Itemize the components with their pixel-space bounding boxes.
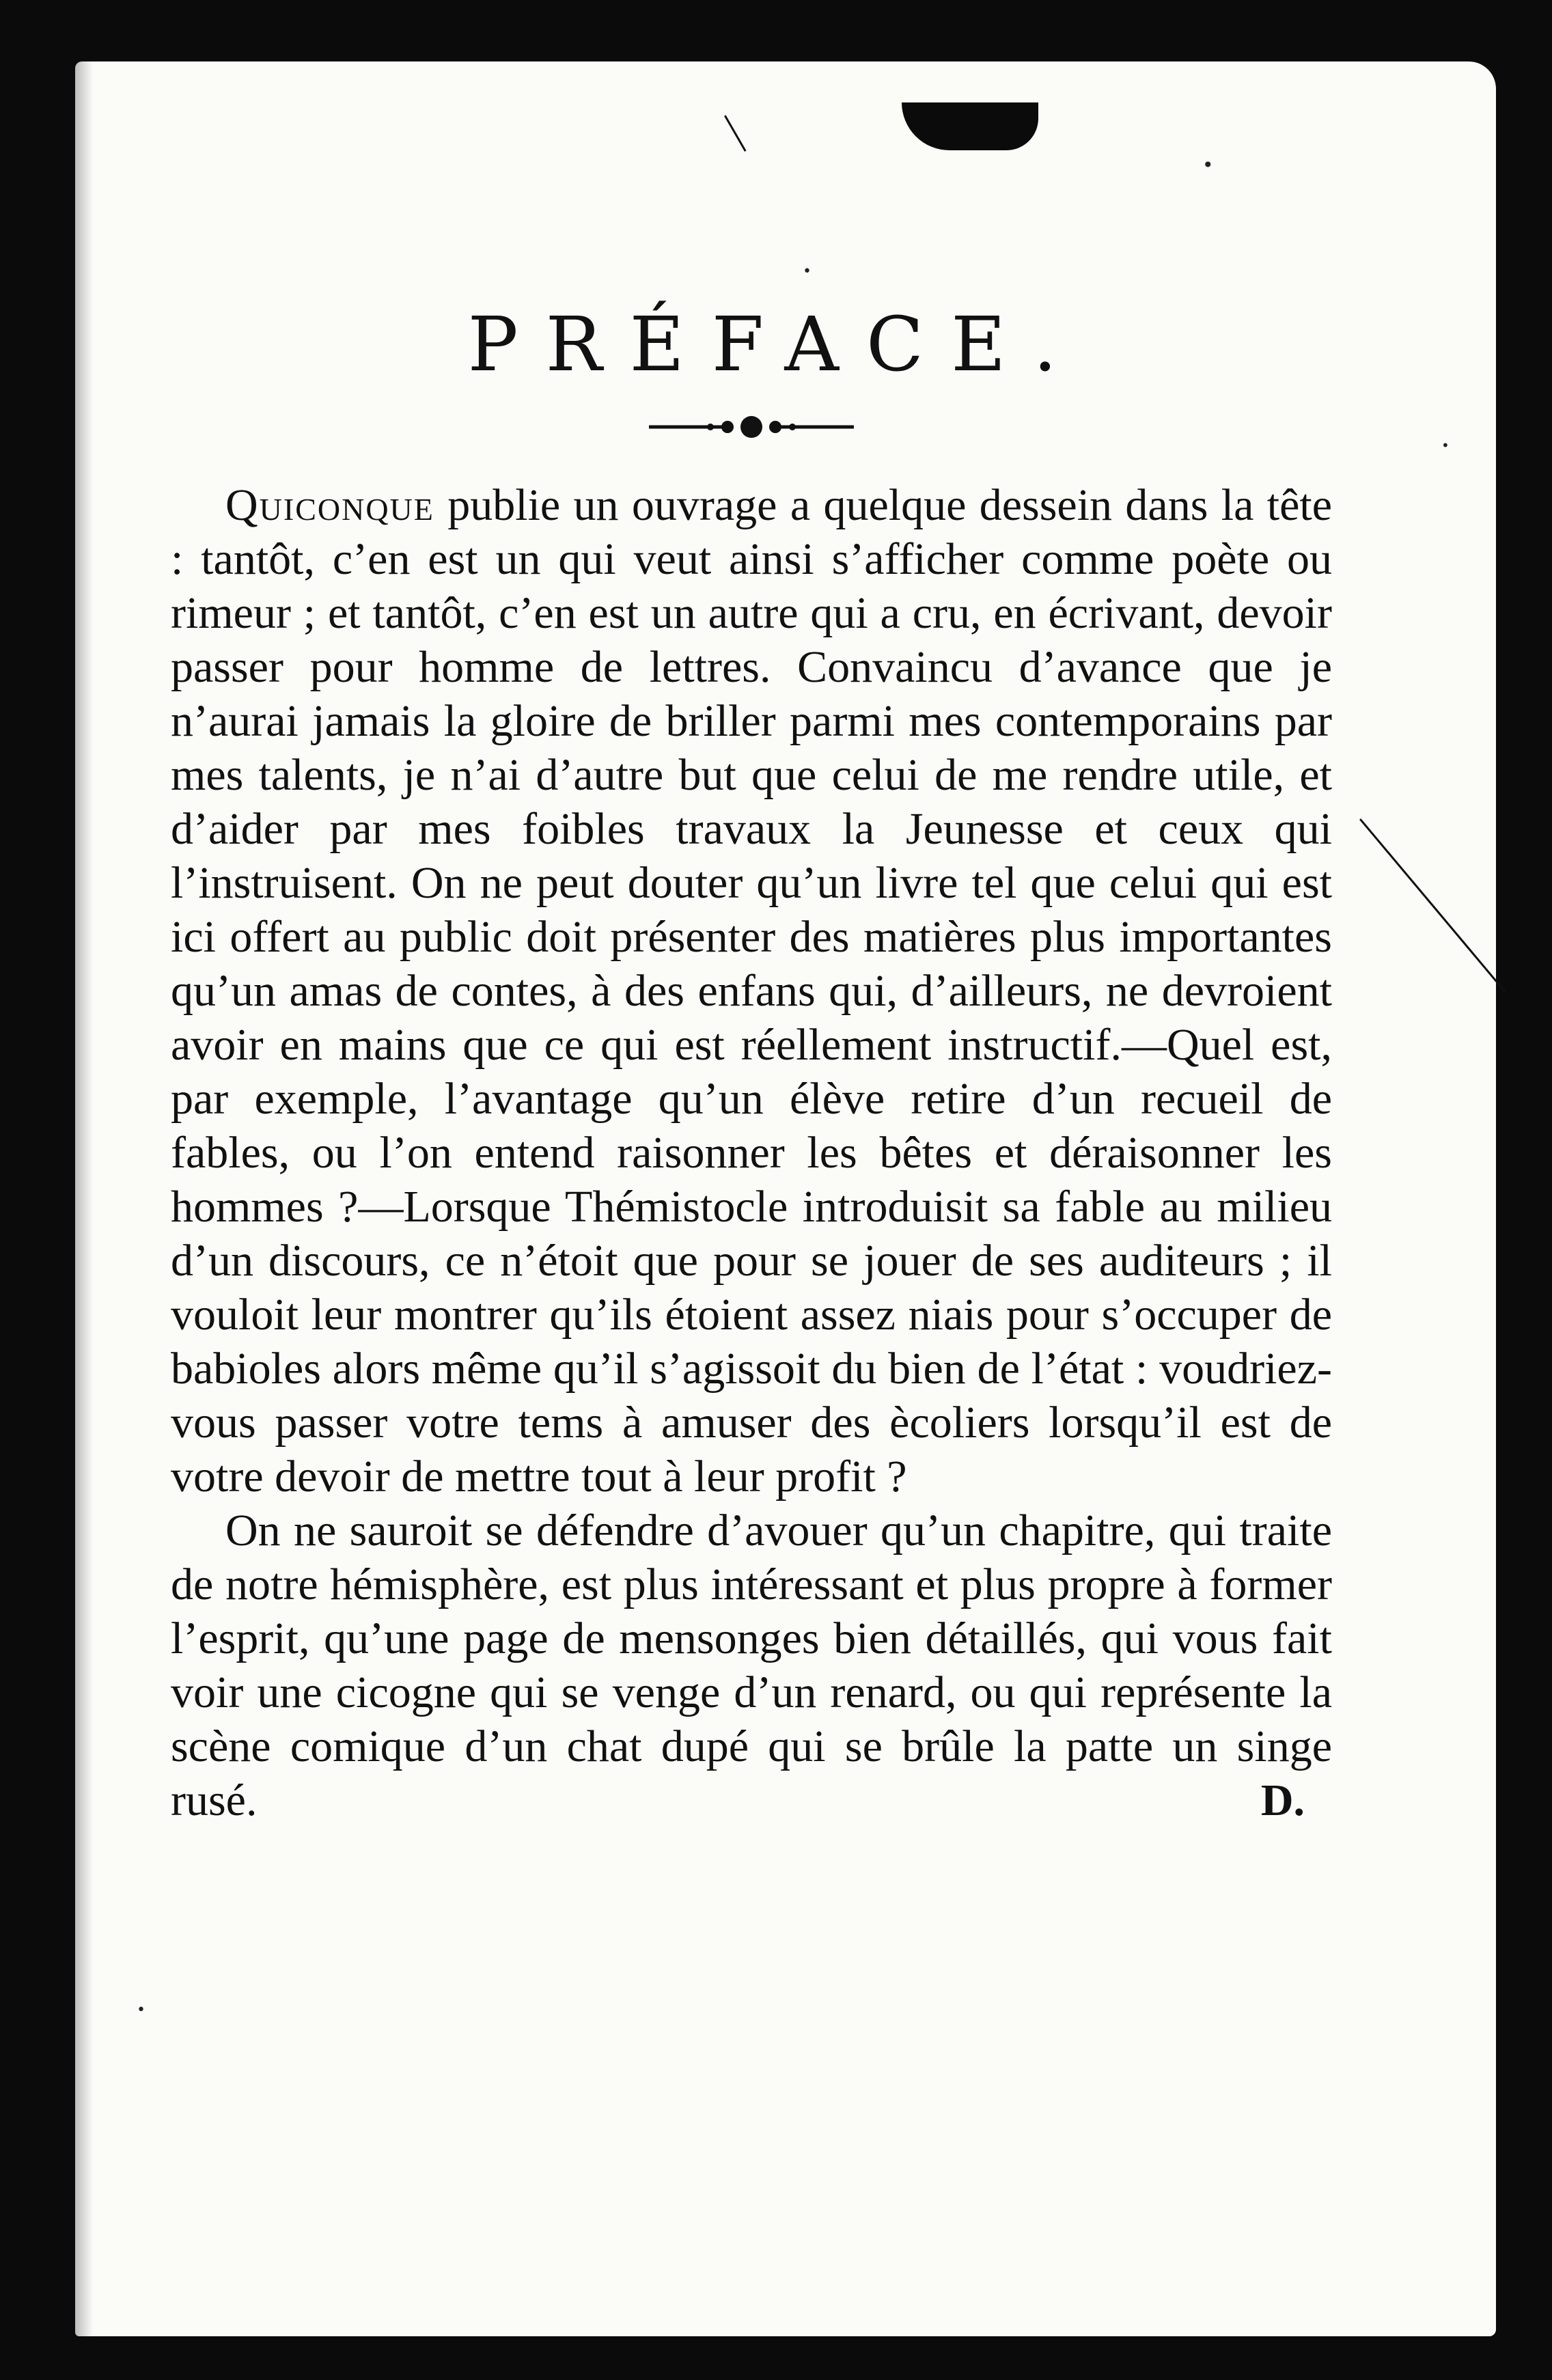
signature: D. <box>1260 1775 1305 1825</box>
paragraph-2 <box>171 1504 1332 1827</box>
ornament-divider <box>642 410 861 444</box>
page-tear <box>902 102 1038 150</box>
dust-speck: • <box>1202 154 1214 176</box>
paragraph-lead-word: Quiconque <box>225 480 434 530</box>
paragraph-1-text: publie un ouvrage a quelque dessein dans la tête : tantôt, c’en est un qui veut ainsi s’afficher comme poète ou rimeur ; et tantôt, c’en est un autre qui a cru, en écrivant, devoir passer pour homme de lettres. Convaincu d’avance que je n’aurai jamais la gloire de briller parmi mes contemporains par mes talents, je n’ai d’autre but que celui de me rendre utile, et d’aider par mes foibles travaux la Jeunesse et ceux qui l’instruisent. On ne peut douter qu’un livre tel que celui qui est ici offert au public doit présenter des matières plus importantes qu’un amas de contes, à des enfans qui, d’ailleurs, ne devroient avoir en mains que ce qui est réellement instructif.—Quel est, par exemple, l’avantage qu’un élève retire d’un recueil de fables, ou l’on entend raisonner les bêtes et déraisonner les hommes ?—Lorsque Thémistocle introduisit sa fable au milieu d’un discours, ce n’étoit que pour se jouer de ses auditeurs ; il vouloit leur montrer qu’ils étoient assez niais pour s’occuper de babioles alors même qu’il s’agissoit du bien de l’état : voudriez-vous passer votre tems à amuser des ècoliers lorsqu’il est de votre devoir de mettre tout à leur profit ? <box>171 480 1332 1502</box>
preface-body <box>171 478 1332 1827</box>
page-title: PRÉFACE. <box>467 301 1085 388</box>
dust-speck: • <box>137 2002 146 2019</box>
paragraph-1 <box>171 478 1332 1504</box>
dust-speck: • <box>803 263 812 280</box>
dust-speck: • <box>1441 437 1450 454</box>
paragraph-2-text: On ne sauroit se défendre d’avouer qu’un chapitre, qui traite de notre hémisphère, est plus intéressant et plus propre à former l’esprit, qu’une page de mensonges bien détaillés, qui vous fait voir une cicogne qui se venge d’un renard, ou qui représente la scène comique d’un chat dupé qui se brûle la patte un singe rusé. <box>171 1506 1332 1825</box>
